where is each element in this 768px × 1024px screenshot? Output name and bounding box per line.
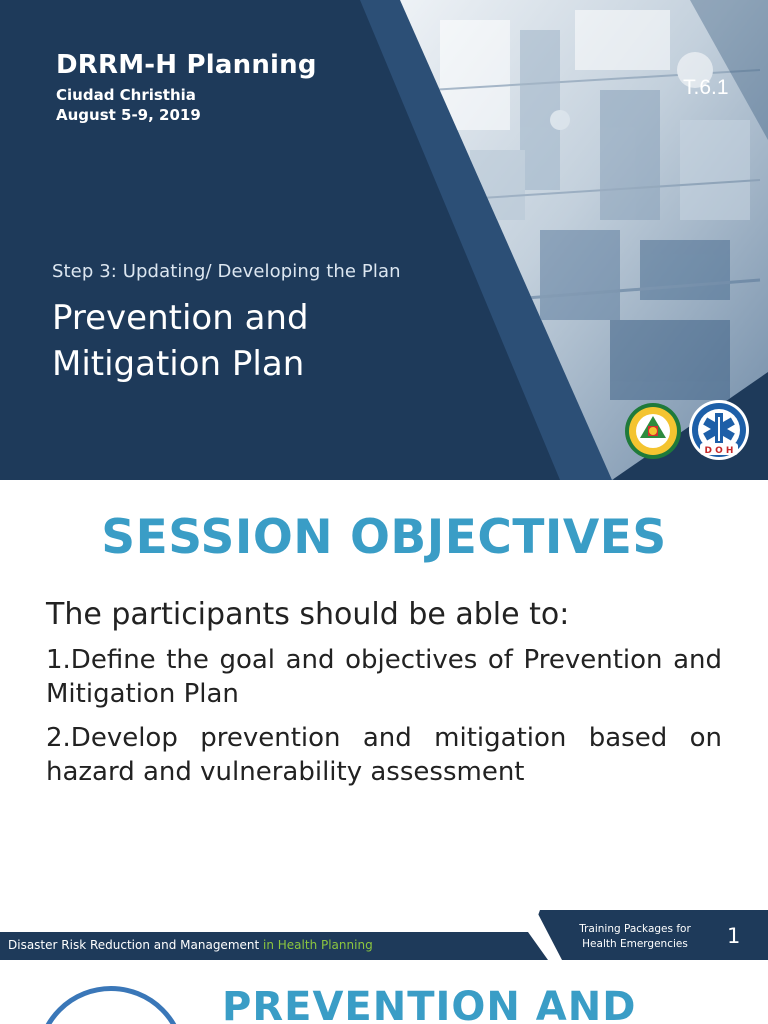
objectives-list [46, 643, 722, 799]
objectives-slide [0, 480, 768, 960]
event-title: DRRM-H Planning [56, 50, 317, 80]
objectives-heading: SESSION OBJECTIVES [101, 510, 667, 565]
objectives-intro: The participants should be able to: [46, 597, 570, 632]
step-label: Step 3: Updating/ Developing the Plan [52, 261, 401, 282]
title-slide [0, 0, 768, 480]
slide-footer [0, 910, 768, 960]
svg-text:D O H: D O H [704, 446, 734, 456]
next-slide-partial [0, 960, 768, 1024]
footer-program-highlight: in Health Planning [263, 938, 373, 952]
page-number: 1 [727, 924, 741, 948]
objective-item: 1.Define the goal and objectives of Prevention and Mitigation Plan [46, 645, 722, 709]
footer-program-name: Disaster Risk Reduction and Management in Health Planning [8, 938, 373, 952]
doh-seal-logo [624, 402, 682, 460]
footer-package-name: Training Packages for Health Emergencies [579, 923, 691, 950]
objective-item: 2.Develop prevention and mitigation based on hazard and vulnerability assessment [46, 723, 722, 787]
module-code: T.6.1 [683, 76, 729, 99]
session-title: Prevention and Mitigation Plan [52, 298, 309, 384]
next-slide-heading: PREVENTION AND [222, 984, 637, 1024]
event-venue: Ciudad Christhia [56, 86, 196, 104]
event-dates: August 5-9, 2019 [56, 106, 201, 124]
circle-graphic [36, 986, 186, 1024]
doh-ems-star-of-life-logo [688, 399, 750, 461]
